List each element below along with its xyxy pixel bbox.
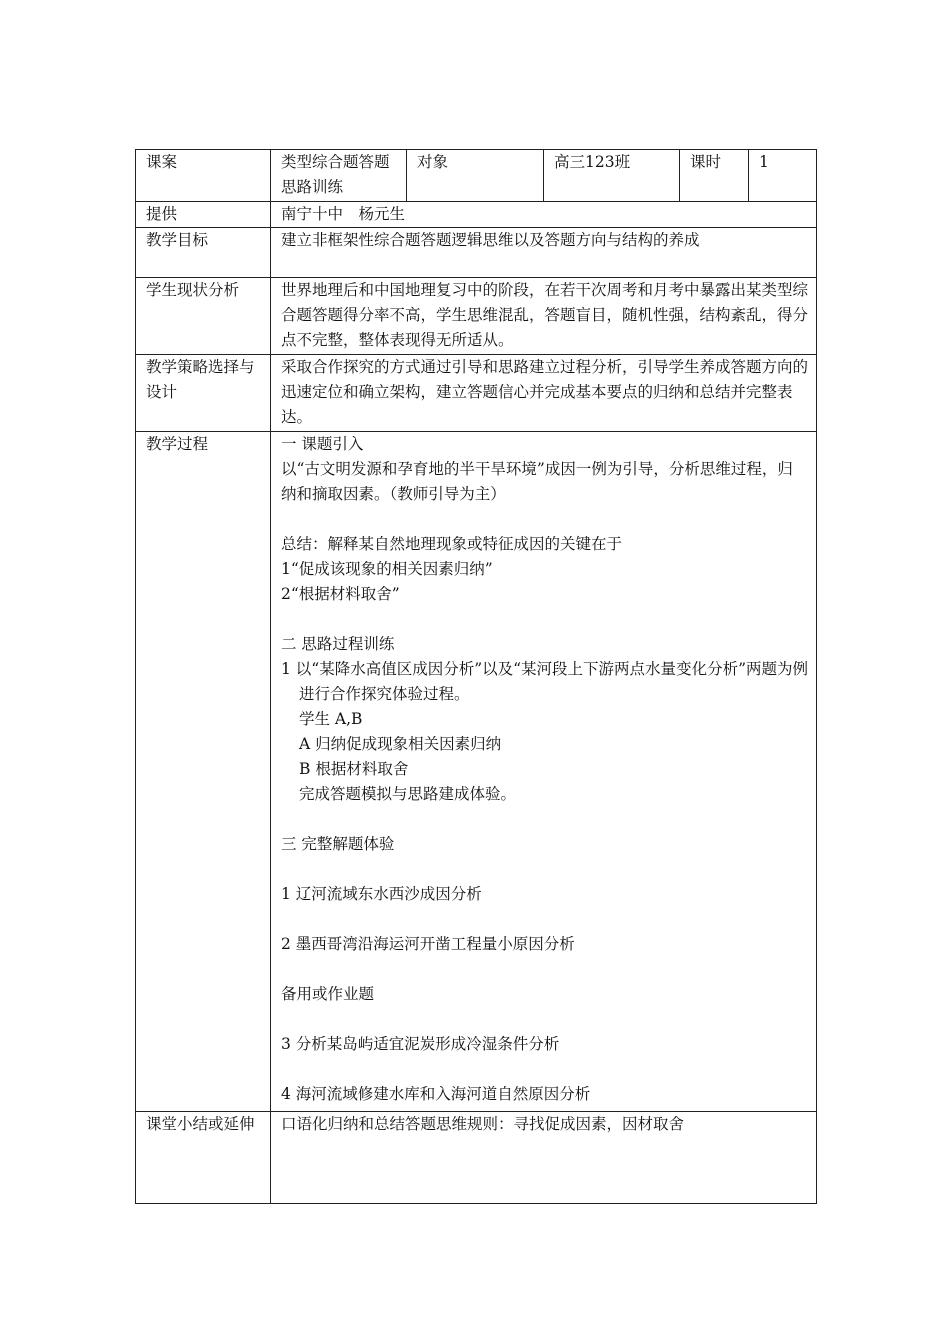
- header-row: [136, 150, 817, 202]
- analysis-label: 学生现状分析: [136, 278, 271, 355]
- blank-line: [281, 857, 808, 882]
- section3-item-2: 2 墨西哥湾沿海运河开凿工程量小原因分析: [281, 935, 575, 953]
- process-label: 教学过程: [136, 432, 271, 1112]
- blank-line: [281, 807, 808, 832]
- section1-title: 一 课题引入: [281, 435, 364, 453]
- process-row: [136, 432, 817, 1112]
- section2-item-1: 1 以“某降水高值区成因分析”以及“某河段上下游两点水量变化分析”两题为例进行合作探究体验过程。: [281, 660, 808, 703]
- objective-value: 建立非框架性综合题答题逻辑思维以及答题方向与结构的养成: [271, 228, 817, 278]
- blank-line: [281, 507, 808, 532]
- lesson-title: 类型综合题答题思路训练: [271, 150, 407, 202]
- lesson-label: 课案: [136, 150, 271, 202]
- section3-item-4: 4 海河流域修建水库和入海河道自然原因分析: [281, 1085, 591, 1103]
- summary-row: [136, 1112, 817, 1204]
- summary-label: 课堂小结或延伸: [136, 1112, 271, 1204]
- section3-title: 三 完整解题体验: [281, 835, 395, 853]
- provider-label: 提供: [136, 202, 271, 228]
- blank-line: [281, 1007, 808, 1032]
- analysis-value: 世界地理后和中国地理复习中的阶段，在若干次周考和月考中暴露出某类型综合题答题得分率不高，学生思维混乱，答题盲目，随机性强，结构紊乱，得分点不完整，整体表现得无所适从。: [271, 278, 817, 355]
- target-value: 高三123班: [544, 150, 680, 202]
- summary-value: 口语化归纳和总结答题思维规则：寻找促成因素，因材取舍: [271, 1112, 817, 1204]
- strategy-value: 采取合作探究的方式通过引导和思路建立过程分析，引导学生养成答题方向的迅速定位和确立架构，建立答题信心并完成基本要点的归纳和总结并完整表达。: [271, 355, 817, 432]
- blank-line: [281, 957, 808, 982]
- section2-title: 二 思路过程训练: [281, 635, 395, 653]
- section3-item-3: 3 分析某岛屿适宜泥炭形成冷湿条件分析: [281, 1035, 560, 1053]
- summary-title: 总结：解释某自然地理现象或特征成因的关键在于: [281, 535, 623, 553]
- period-label: 课时: [680, 150, 749, 202]
- provider-row: [136, 202, 817, 228]
- summary-item-2: 2“根据材料取舍”: [281, 585, 400, 603]
- strategy-label: 教学策略选择与设计: [136, 355, 271, 432]
- blank-line: [281, 907, 808, 932]
- blank-line: [281, 1057, 808, 1082]
- section2-students: 学生 A,B: [299, 710, 363, 728]
- target-label: 对象: [407, 150, 544, 202]
- backup-title: 备用或作业题: [281, 985, 375, 1003]
- objective-row: [136, 228, 817, 278]
- section3-item-1: 1 辽河流域东水西沙成因分析: [281, 885, 482, 903]
- process-content: [271, 432, 817, 1112]
- strategy-row: [136, 355, 817, 432]
- section1-text: 以“古文明发源和孕育地的半干旱环境”成因一例为引导，分析思维过程，归纳和摘取因素。（教师引导为主）: [281, 460, 793, 503]
- period-value: 1: [749, 150, 817, 202]
- objective-label: 教学目标: [136, 228, 271, 278]
- section2-item-a: A 归纳促成现象相关因素归纳: [299, 735, 502, 753]
- analysis-row: [136, 278, 817, 355]
- section2-item-b: B 根据材料取舍: [299, 760, 409, 778]
- blank-line: [281, 607, 808, 632]
- summary-item-1: 1“促成该现象的相关因素归纳”: [281, 560, 493, 578]
- section2-done: 完成答题模拟与思路建成体验。: [299, 785, 517, 803]
- provider-value: 南宁十中 杨元生: [271, 202, 817, 228]
- lesson-plan-table: [135, 149, 817, 1204]
